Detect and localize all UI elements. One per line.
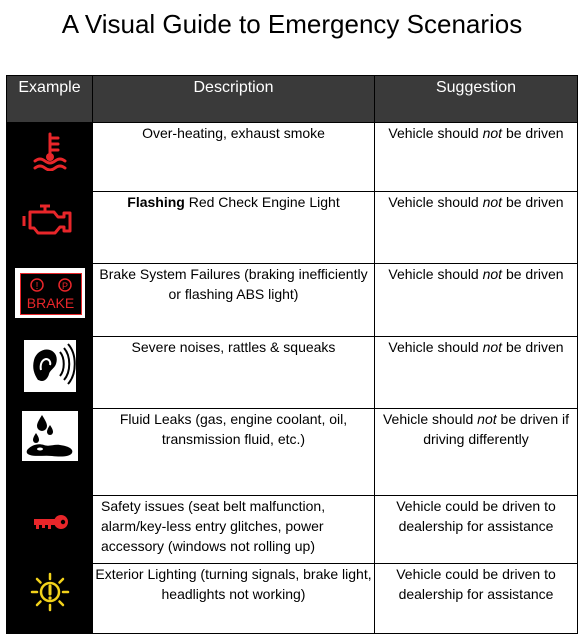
key-icon: [30, 512, 70, 532]
header-description: Description: [93, 76, 375, 123]
engine-temperature-icon: [30, 131, 70, 171]
suggestion-cell: Vehicle could be driven to dealership for assistance: [375, 496, 578, 564]
suggestion-emphasis: not: [482, 194, 503, 210]
fluid-leak-icon: [22, 411, 78, 461]
table-row: [7, 337, 578, 409]
example-cell: [7, 264, 93, 337]
brake-icon-label: BRAKE: [26, 295, 75, 311]
table-row: [7, 264, 578, 337]
example-cell: [7, 564, 93, 634]
suggestion-text-post: be driven if driving differently: [423, 411, 570, 447]
exterior-light-icon: [30, 572, 70, 612]
suggestion-emphasis: not: [482, 266, 503, 282]
suggestion-text-post: be driven: [502, 339, 564, 355]
svg-text:P: P: [61, 281, 68, 291]
table-header-row: [7, 76, 578, 123]
header-example: Example: [7, 76, 93, 123]
svg-text:!: !: [35, 281, 38, 292]
table-row: [7, 192, 578, 264]
suggestion-cell: [375, 337, 578, 409]
suggestion-cell: [375, 192, 578, 264]
example-cell: [7, 192, 93, 264]
suggestion-text-pre: Vehicle should: [382, 411, 478, 427]
suggestion-text-post: be driven: [502, 125, 564, 141]
suggestion-text-pre: Vehicle should: [388, 125, 483, 141]
emergency-scenarios-table: [6, 75, 578, 634]
description-cell: Over-heating, exhaust smoke: [93, 123, 375, 192]
table-row: [7, 123, 578, 192]
description-cell: Exterior Lighting (turning signals, brake light, headlights not working): [93, 564, 375, 634]
suggestion-text-pre: Vehicle should: [388, 194, 483, 210]
suggestion-emphasis: not: [477, 411, 497, 427]
suggestion-text-post: be driven: [502, 266, 564, 282]
table-row: [7, 409, 578, 496]
suggestion-text-pre: Vehicle should: [388, 266, 483, 282]
page-title: A Visual Guide to Emergency Scenarios: [61, 9, 523, 39]
brake-symbols-icon: [21, 276, 81, 296]
description-text: Red Check Engine Light: [184, 194, 340, 210]
suggestion-text-pre: Vehicle should: [388, 339, 483, 355]
suggestion-cell: Vehicle could be driven to dealership for assistance: [375, 564, 578, 634]
suggestion-cell: [375, 264, 578, 337]
description-emphasis: Flashing: [127, 194, 185, 210]
description-cell: Brake System Failures (braking inefficiently or flashing ABS light): [93, 264, 375, 337]
brake-warning-icon: [15, 268, 85, 318]
suggestion-emphasis: not: [482, 339, 503, 355]
description-cell: [93, 192, 375, 264]
example-cell: [7, 409, 93, 496]
table-row: [7, 564, 578, 634]
example-cell: [7, 496, 93, 564]
example-cell: [7, 337, 93, 409]
description-cell: Fluid Leaks (gas, engine coolant, oil, transmission fluid, etc.): [93, 409, 375, 496]
table-row: [7, 496, 578, 564]
ear-noise-icon: [24, 340, 76, 392]
description-cell: Severe noises, rattles & squeaks: [93, 337, 375, 409]
suggestion-cell: [375, 409, 578, 496]
suggestion-text-post: be driven: [502, 194, 564, 210]
suggestion-cell: [375, 123, 578, 192]
description-cell: Safety issues (seat belt malfunction, alarm/key-less entry glitches, power accessory (windows not rolling up): [93, 496, 375, 564]
example-cell: [7, 123, 93, 192]
check-engine-icon: [22, 200, 78, 240]
header-suggestion: Suggestion: [375, 76, 578, 123]
suggestion-emphasis: not: [482, 125, 503, 141]
